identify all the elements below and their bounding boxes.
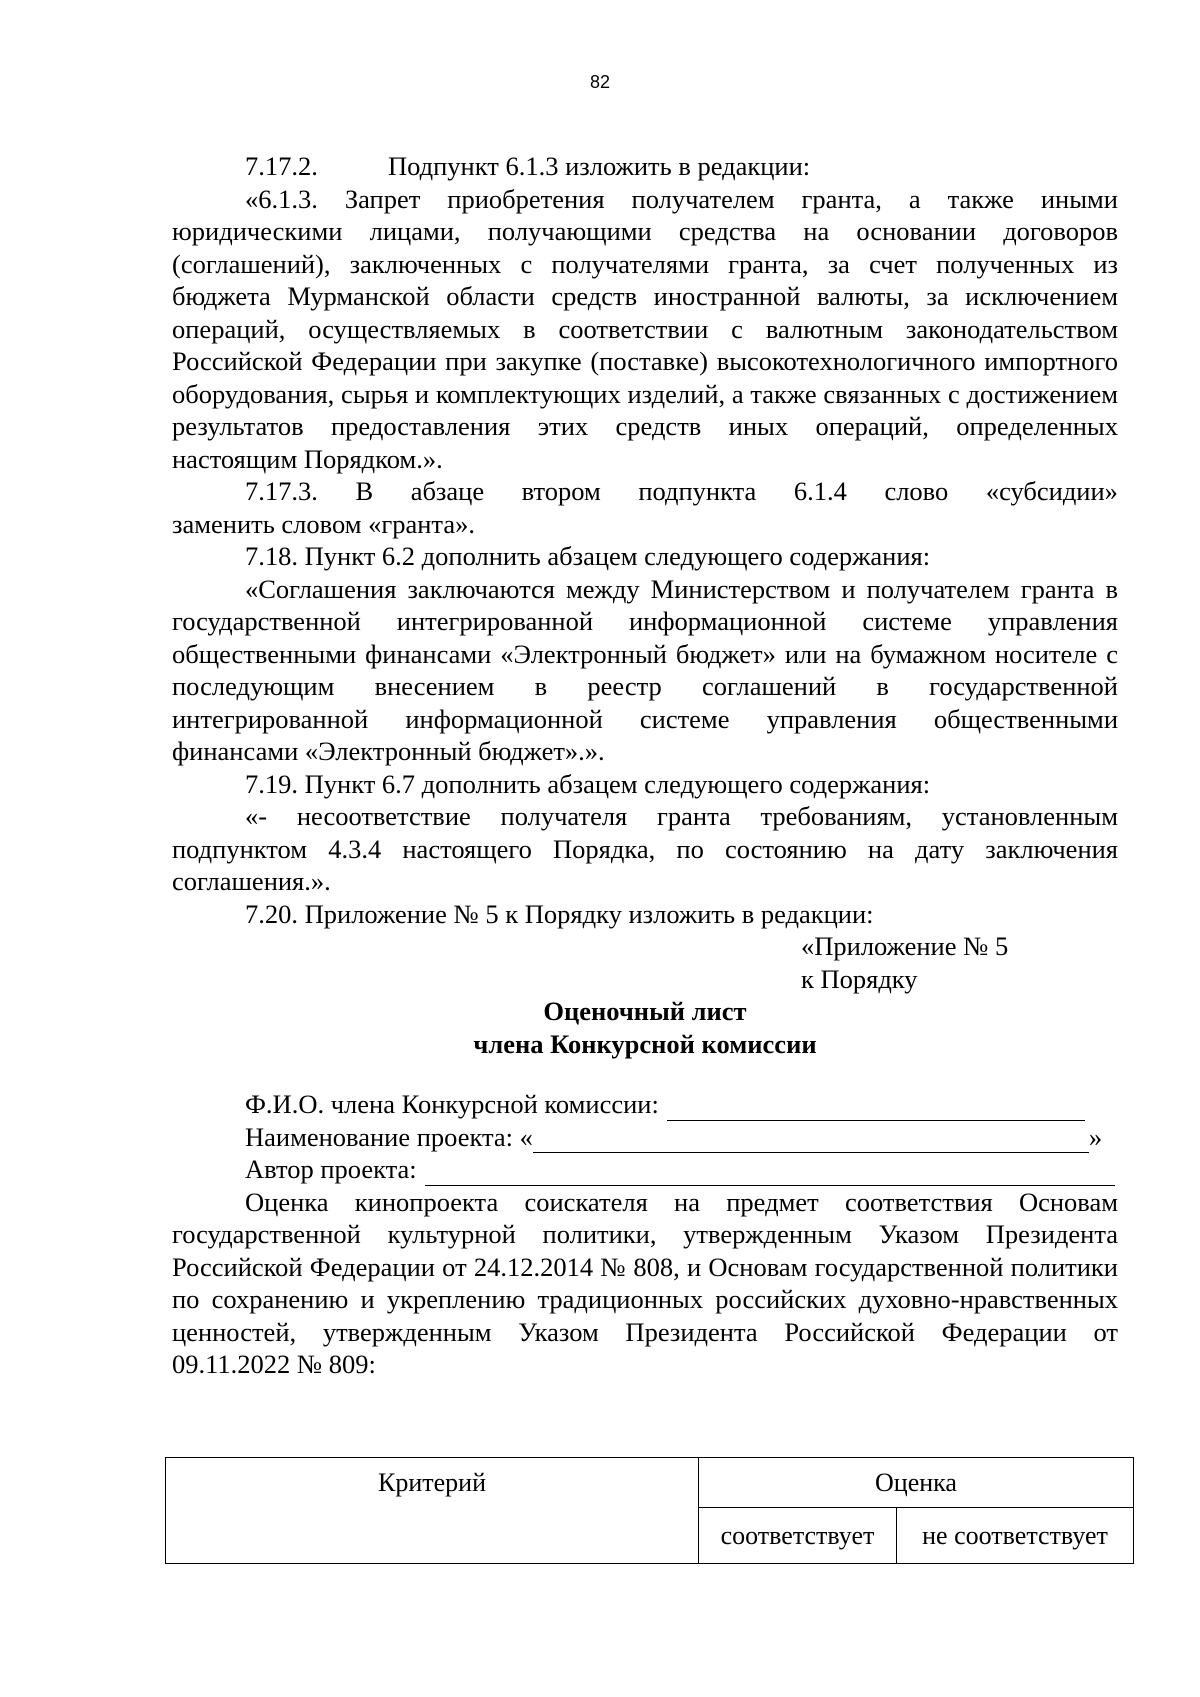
appendix-line-2: к Порядку <box>801 963 918 994</box>
word: втором <box>521 476 601 506</box>
word: подпункта <box>638 476 757 506</box>
criteria-table <box>165 1457 1134 1564</box>
paragraph-7-17-3 <box>172 475 1118 508</box>
subheader-conforms: соответствует <box>699 1508 897 1564</box>
project-author-field <box>172 1153 1118 1186</box>
paragraph-7-17-3-continuation: заменить словом «гранта». <box>172 508 475 539</box>
word: «субсидии» <box>985 476 1118 506</box>
project-author-label: Автор проекта: <box>245 1154 417 1184</box>
project-name-label: Наименование проекта: « <box>245 1121 533 1152</box>
word: слово <box>884 476 949 506</box>
paragraph-6-1-3-text: «6.1.3. Запрет приобретения получателем гранта, а также иными юридическими лицами, получающими средства на основании договоров (соглашений), заключенных с получателями гранта, за счет полученных из бюджета Мурманской области средств иностранной валюты, за исключением операций, осуществляемых в соответствии с валютным законодательством Российской Федерации при закупке (поставке) высокотехнологичного импортного оборудования, сырья и комплектующих изделий, а также связанных с достижением результатов предоставления этих средств иных операций, определенных настоящим Порядком.». <box>172 183 1118 474</box>
paragraph-7-18: 7.18. Пункт 6.2 дополнить абзацем следующего содержания: <box>245 541 931 571</box>
paragraph-7-20: 7.20. Приложение № 5 к Порядку изложить в редакции: <box>245 898 874 929</box>
item-number: 7.17.2. <box>245 151 318 181</box>
project-name-blank <box>533 1126 1089 1153</box>
column-header-criterion: Критерий <box>166 1458 699 1564</box>
word: В <box>355 476 374 506</box>
form-subtitle: члена Конкурсной комиссии <box>473 1028 817 1059</box>
paragraph-nonconformity-text: «- несоответствие получателя гранта требованиям, установленным подпунктом 4.3.4 настоящего Порядка, по состоянию на дату заключения соглашения.». <box>172 801 1118 896</box>
subheader-not-conforms: не соответствует <box>897 1508 1134 1564</box>
page-number: 82 <box>589 72 611 92</box>
appendix-reference <box>801 930 1118 995</box>
item-text: Подпункт 6.1.3 изложить в редакции: <box>388 151 811 181</box>
project-name-field <box>172 1121 1118 1154</box>
document-body <box>172 150 1118 1381</box>
form-title: Оценочный лист <box>543 996 747 1026</box>
paragraph-agreement-text: «Соглашения заключаются между Министерством и получателем гранта в государственной интегрированной информационной системе управления общественными финансами «Электронный бюджет» или на бумажном носителе с последующим внесением в реестр соглашений в государственной интегрированной информационной системе управления общественными финансами «Электронный бюджет».». <box>172 573 1118 766</box>
word: абзаце <box>410 476 485 506</box>
appendix-line-1: «Приложение № 5 <box>801 931 1009 961</box>
column-header-score: Оценка <box>699 1458 1134 1508</box>
member-name-field <box>172 1088 1118 1121</box>
member-name-blank <box>667 1094 1085 1121</box>
item-number: 7.17.3. <box>245 476 318 506</box>
paragraph-7-19: 7.19. Пункт 6.7 дополнить абзацем следующего содержания: <box>245 768 931 799</box>
member-name-label: Ф.И.О. члена Конкурсной комиссии: <box>245 1089 659 1119</box>
paragraph-7-17-2 <box>172 150 1118 183</box>
assessment-paragraph: Оценка кинопроекта соискателя на предмет соответствия Основам государственной культурной политики, утвержденным Указом Президента Российской Федерации от 24.12.2014 № 808, и Основам государственной политики по сохранению и укреплению традиционных российских духовно-нравственных ценностей, утвержденным Указом Президента Российской Федерации от 09.11.2022 № 809: <box>172 1186 1118 1379</box>
word: 6.1.4 <box>793 476 847 506</box>
project-name-close-quote: » <box>1088 1121 1103 1152</box>
project-author-blank <box>425 1159 1115 1186</box>
